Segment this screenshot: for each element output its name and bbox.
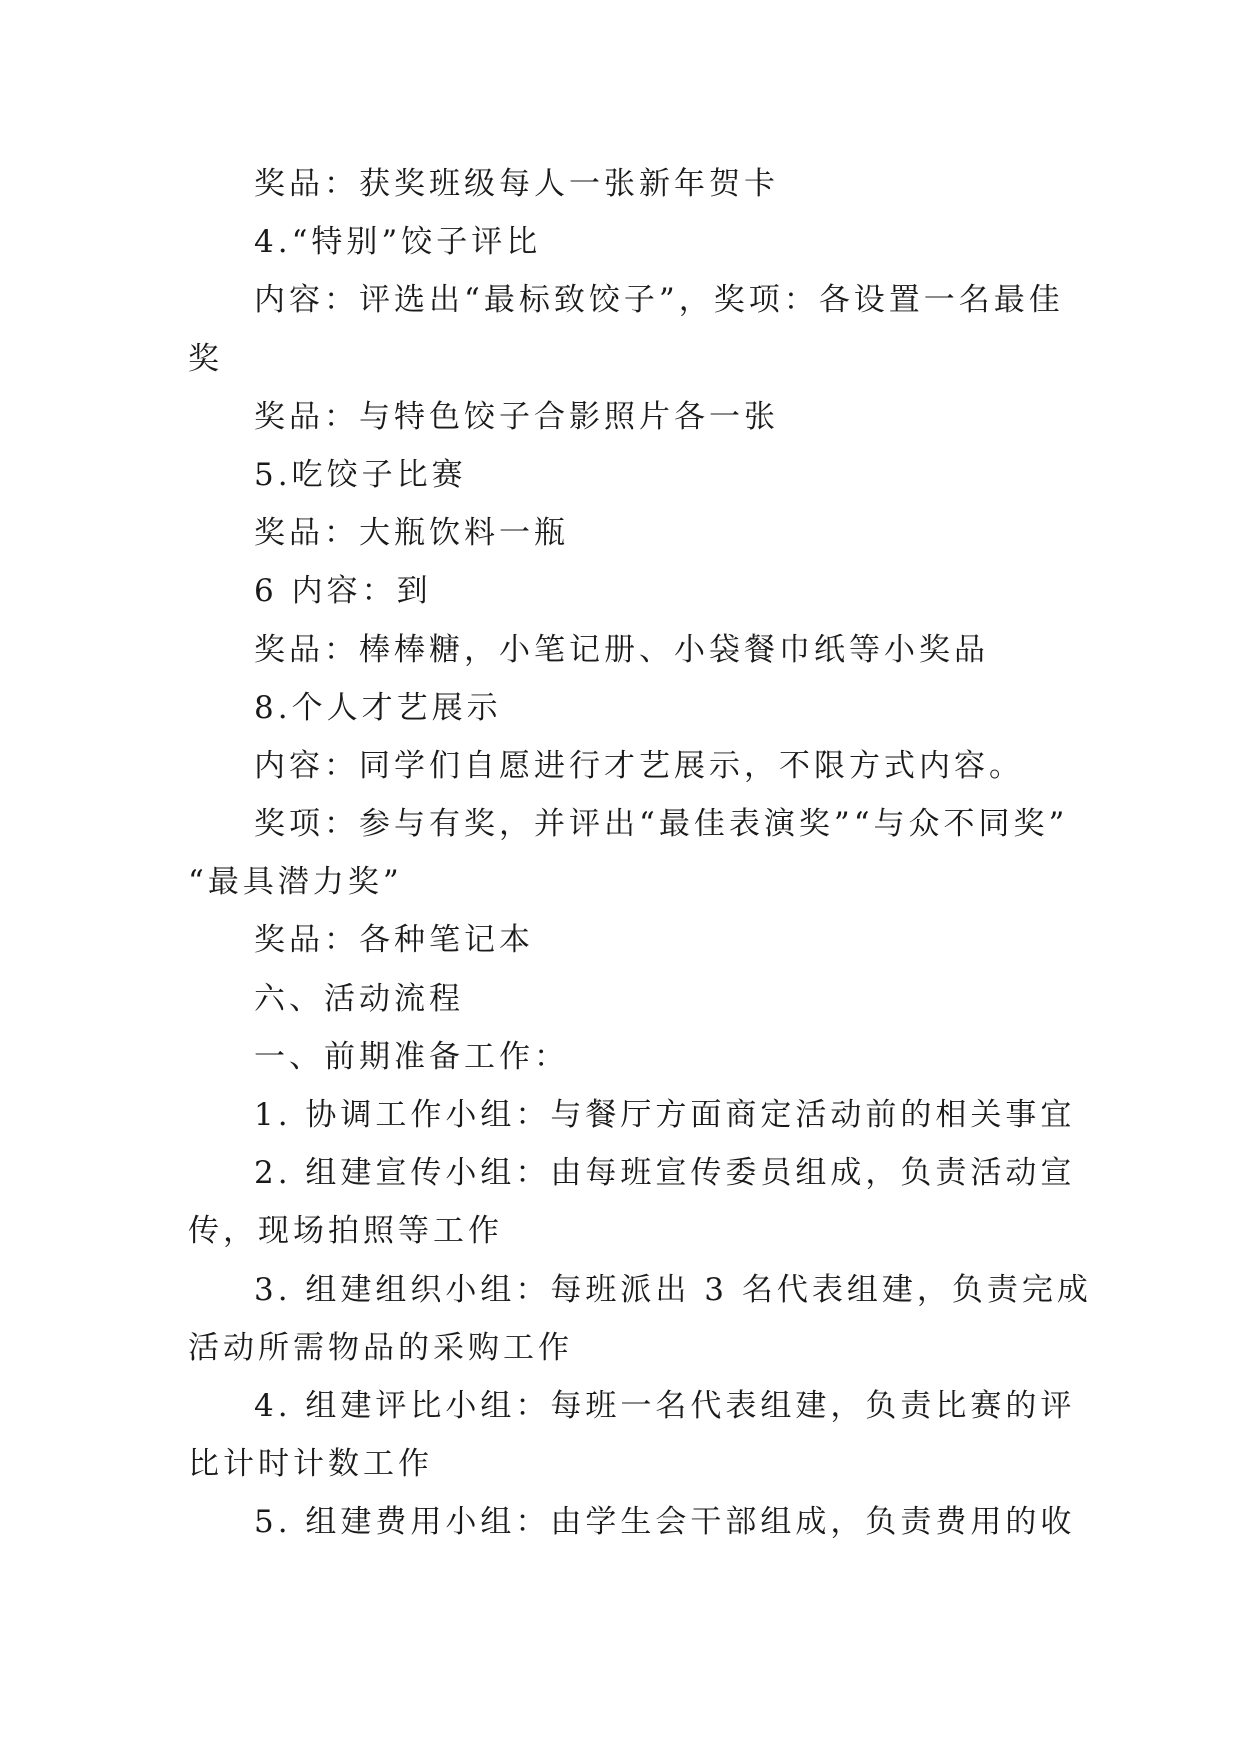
paragraph-line: 4.“特别”饺子评比 xyxy=(254,224,542,261)
paragraph-line: 5.吃饺子比赛 xyxy=(254,456,467,493)
paragraph-line: 比计时计数工作 xyxy=(188,1446,433,1483)
document-body xyxy=(188,155,1092,1552)
paragraph-line: 1. 协调工作小组：与餐厅方面商定活动前的相关事宜 xyxy=(254,1097,1076,1133)
paragraph-line: 奖 xyxy=(188,340,223,377)
paragraph-line: 内容：评选出“最标致饺子”，奖项：各设置一名最佳 xyxy=(254,282,1064,319)
paragraph-line: 六、活动流程 xyxy=(254,980,464,1017)
paragraph-line: 奖项：参与有奖，并评出“最佳表演奖”“与众不同奖” xyxy=(254,806,1069,843)
paragraph-line: 传，现场拍照等工作 xyxy=(188,1213,503,1250)
paragraph-line: 3. 组建组织小组：每班派出 3 名代表组建，负责完成 xyxy=(254,1271,1092,1308)
paragraph-line: 奖品：棒棒糖，小笔记册、小袋餐巾纸等小奖品 xyxy=(254,631,989,668)
paragraph-line: 内容：同学们自愿进行才艺展示，不限方式内容。 xyxy=(254,747,1024,784)
paragraph-line: 5. 组建费用小组：由学生会干部组成，负责费用的收 xyxy=(254,1504,1076,1541)
paragraph-line: 奖品：与特色饺子合影照片各一张 xyxy=(254,398,779,435)
paragraph-line: 2. 组建宣传小组：由每班宣传委员组成，负责活动宣 xyxy=(254,1155,1076,1192)
paragraph-line: 6 内容：到 xyxy=(254,573,432,610)
paragraph-line: “最具潜力奖” xyxy=(188,864,403,901)
paragraph-line: 一、前期准备工作： xyxy=(254,1038,569,1075)
paragraph-line: 4. 组建评比小组：每班一名代表组建，负责比赛的评 xyxy=(254,1387,1076,1424)
paragraph-line: 8.个人才艺展示 xyxy=(254,689,502,726)
paragraph-line: 奖品：获奖班级每人一张新年贺卡 xyxy=(254,166,779,202)
paragraph-line: 奖品：各种笔记本 xyxy=(254,922,534,959)
paragraph-line: 活动所需物品的采购工作 xyxy=(188,1329,573,1366)
paragraph-line: 奖品：大瓶饮料一瓶 xyxy=(254,515,569,552)
